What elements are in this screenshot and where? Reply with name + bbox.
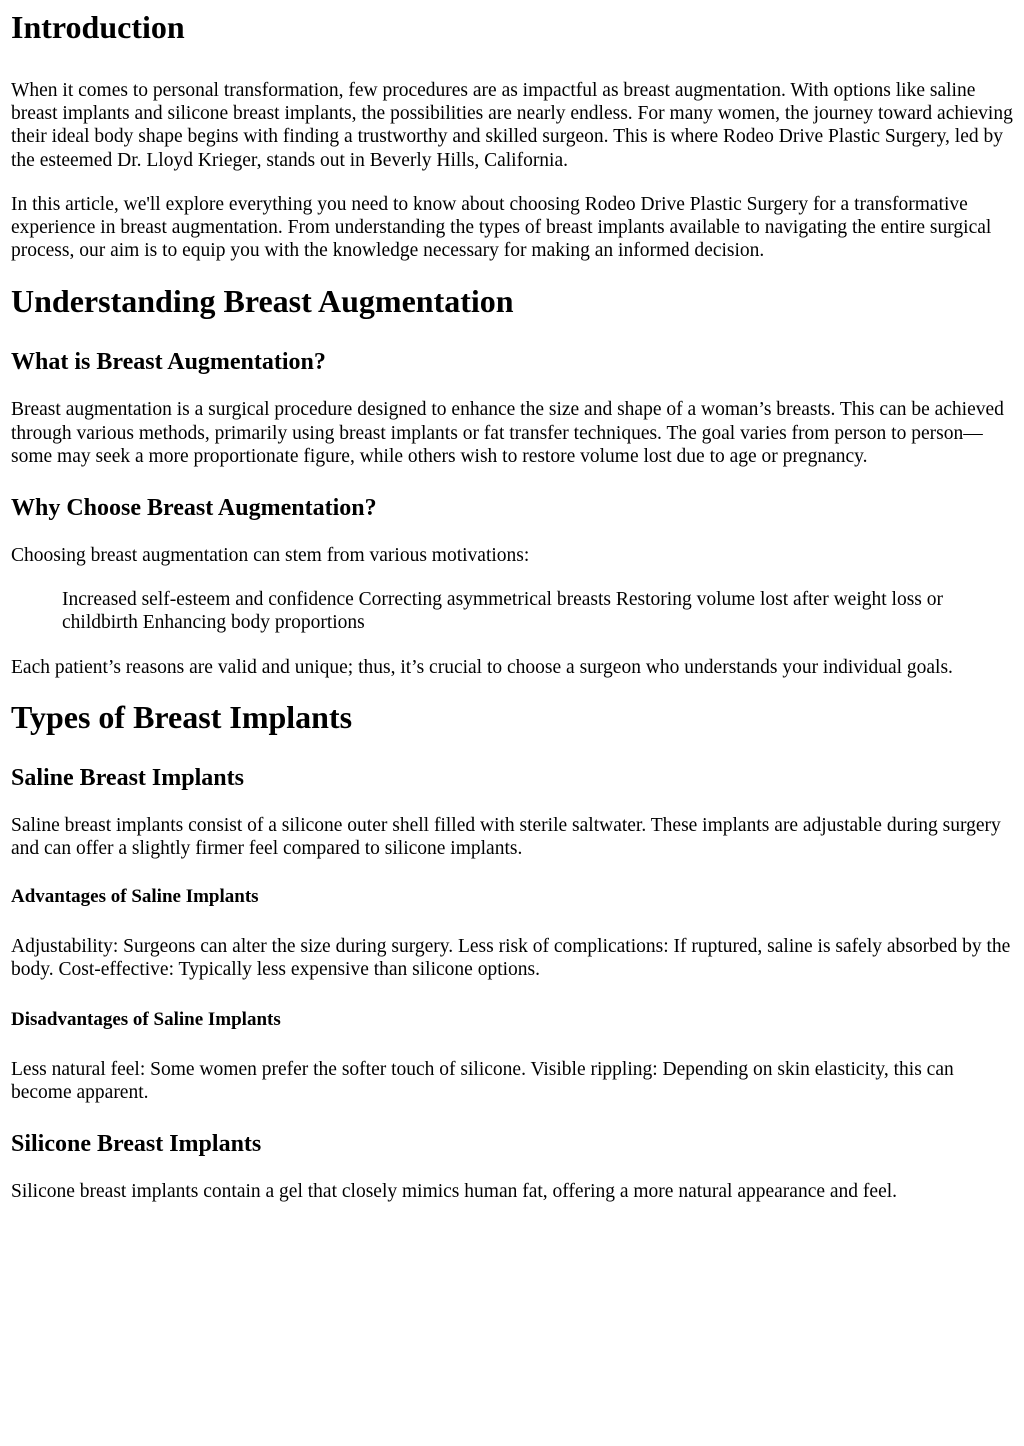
heading-saline-disadvantages: Disadvantages of Saline Implants [11, 1008, 281, 1030]
heading-saline-advantages: Advantages of Saline Implants [11, 886, 259, 908]
why-choose-outro: Each patient’s reasons are valid and unique; thus, it’s crucial to choose a surgeon who understands your individual goals. [11, 656, 953, 678]
what-is-paragraph: Breast augmentation is a surgical procedure designed to enhance the size and shape of a woman’s breasts. This can be achieved through various methods, primarily using breast implants or fat transfer techniques. The goal varies from person to person—some may seek a more proportionate figure, while others wish to restore volume lost due to age or pregnancy. [11, 399, 1004, 467]
heading-saline: Saline Breast Implants [11, 764, 244, 791]
saline-disadvantages-text: Less natural feel: Some women prefer the softer touch of silicone. Visible rippling: Depending on skin elasticity, this can become apparent. [11, 1058, 954, 1103]
intro-paragraph-2: In this article, we'll explore everything you need to know about choosing Rodeo Drive Plastic Surgery for a transformative experience in breast augmentation. From understanding the types of breast implants available to navigating the entire surgical process, our aim is to equip you with the knowledge necessary for making an informed decision. [11, 193, 992, 262]
heading-types: Types of Breast Implants [11, 698, 353, 735]
why-choose-intro: Choosing breast augmentation can stem from various motivations: [11, 545, 530, 567]
silicone-paragraph: Silicone breast implants contain a gel that closely mimics human fat, offering a more natural appearance and feel. [11, 1181, 898, 1203]
heading-understanding: Understanding Breast Augmentation [11, 283, 514, 320]
heading-what-is: What is Breast Augmentation? [11, 349, 326, 376]
intro-paragraph-1: When it comes to personal transformation, few procedures are as impactful as breast augmentation. With options like saline breast implants and silicone breast implants, the possibilities are nearly endless. For many women, the journey toward achieving their ideal body shape begins with finding a trustworthy and skilled surgeon. This is where Rodeo Drive Plastic Surgery, led by the esteemed Dr. Lloyd Krieger, stands out in Beverly Hills, California. [11, 80, 1013, 171]
heading-silicone: Silicone Breast Implants [11, 1131, 262, 1158]
saline-advantages-text: Adjustability: Surgeons can alter the size during surgery. Less risk of complications: If ruptured, saline is safely absorbed by the body. Cost-effective: Typically less expensive than silicone options. [11, 936, 1011, 981]
heading-why-choose: Why Choose Breast Augmentation? [11, 495, 377, 522]
heading-introduction: Introduction [11, 9, 185, 45]
saline-paragraph: Saline breast implants consist of a silicone outer shell filled with sterile saltwater. These implants are adjustable during surgery and can offer a slightly firmer feel compared to silicone implants. [11, 814, 1001, 860]
motivations-quote: Increased self-esteem and confidence Correcting asymmetrical breasts Restoring volume lost after weight loss or childbirth Enhancing body proportions [62, 589, 943, 634]
